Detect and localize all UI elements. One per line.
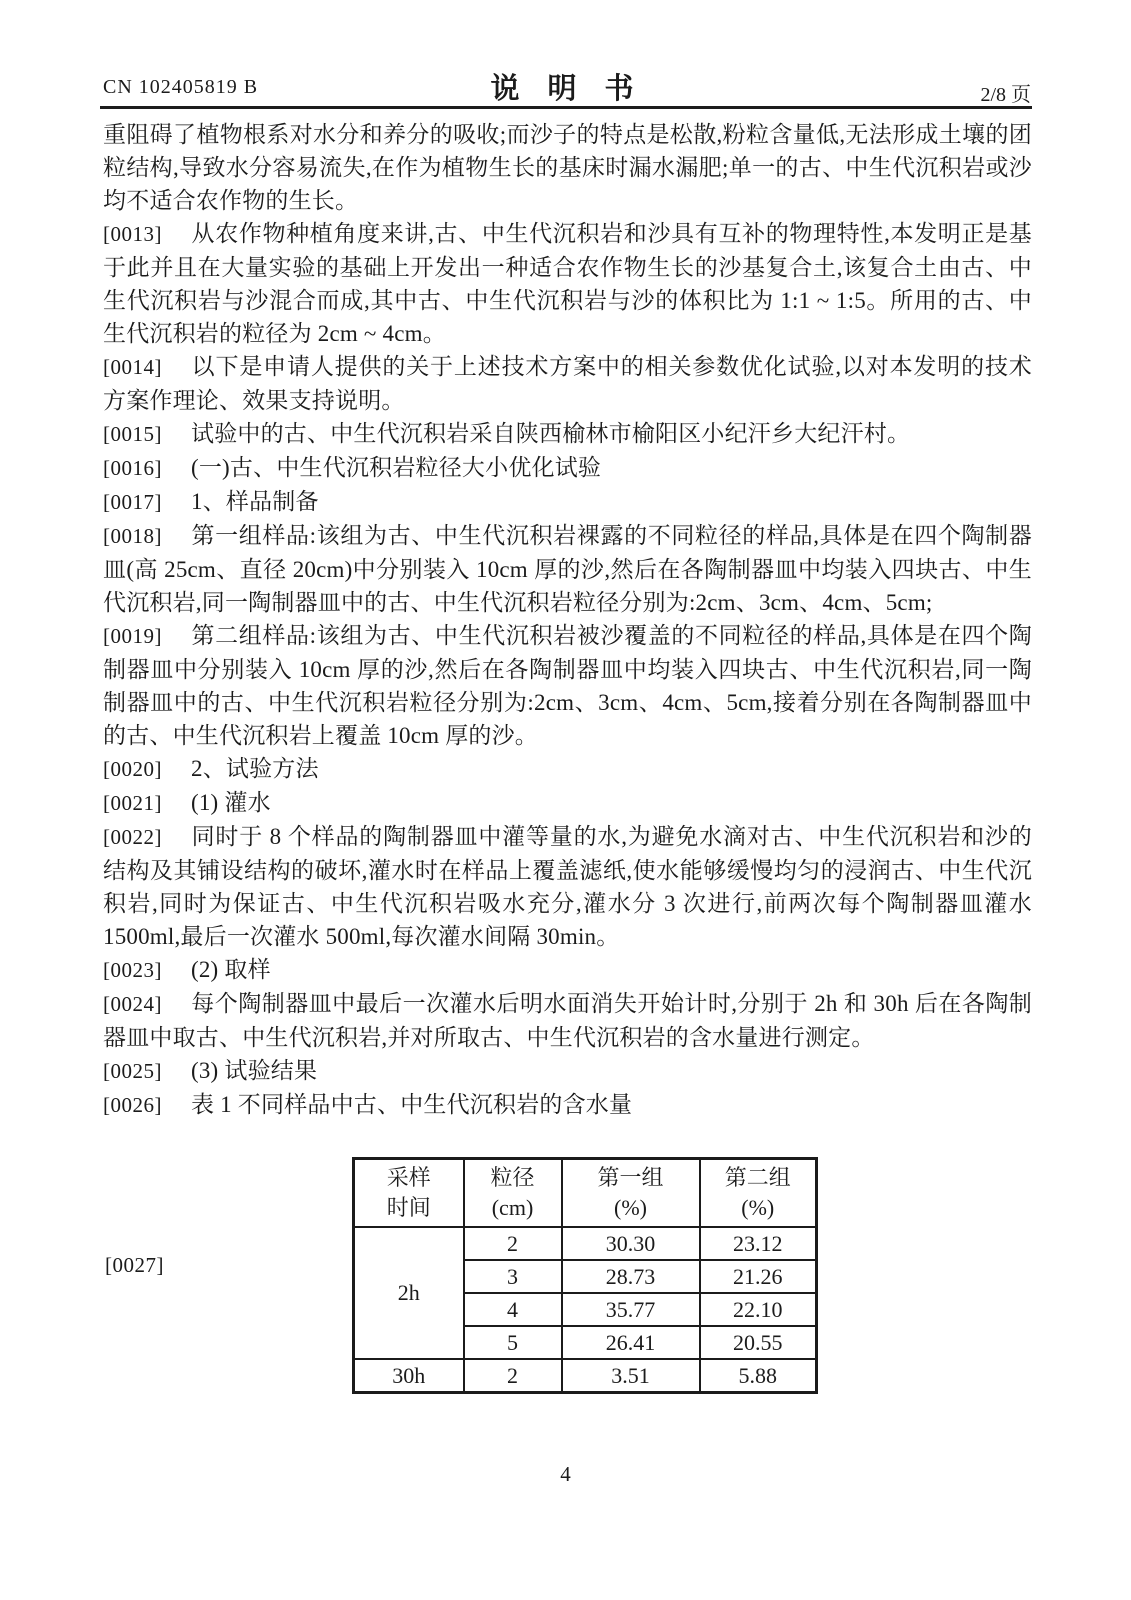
paragraph-text: (1) 灌水	[191, 790, 271, 815]
page-number: 4	[560, 1462, 571, 1486]
paragraph-text: 从农作物种植角度来讲,古、中生代沉积岩和沙具有互补的物理特性,本发明正是基于此并且在大量实验的基础上开发出一种适合农作物生长的沙基复合土,该复合土由古、中生代沉积岩与沙混合而成,其中古、中生代沉积岩与沙的体积比为 1:1 ~ 1:5。所用的古、中生代沉积岩的粒径为 2cm ~ 4cm。	[103, 221, 1032, 346]
paragraph-text: 试验中的古、中生代沉积岩采自陕西榆林市榆阳区小纪汗乡大纪汗村。	[191, 421, 911, 446]
paragraph-number: [0026]	[103, 1093, 162, 1117]
cell-particle-size: 4	[464, 1293, 562, 1326]
paragraph-number: [0022]	[103, 825, 162, 849]
paragraph	[103, 619, 1032, 752]
paragraph-text: 以下是申请人提供的关于上述技术方案中的相关参数优化试验,以对本发明的技术方案作理论、效果支持说明。	[103, 354, 1032, 413]
cell-group2-value: 5.88	[700, 1359, 817, 1393]
specification-body	[103, 118, 1032, 1387]
page-indicator: 2/8 页	[980, 84, 1031, 106]
paragraph-number: [0015]	[103, 422, 162, 446]
paragraph-number: [0020]	[103, 757, 162, 781]
cell-group2-value: 21.26	[700, 1260, 817, 1293]
column-header-sampling-time: 采样 时间	[354, 1159, 464, 1228]
paragraph-text: 第二组样品:该组为古、中生代沉积岩被沙覆盖的不同粒径的样品,具体是在四个陶制器皿中分别装入 10cm 厚的沙,然后在各陶制器皿中均装入四块古、中生代沉积岩,同一陶制器皿中的古、中生代沉积岩粒径分别为:2cm、3cm、4cm、5cm,接着分别在各陶制器皿中的古、中生代沉积岩上覆盖 10cm 厚的沙。	[103, 623, 1032, 748]
paragraph	[103, 953, 1032, 987]
cell-particle-size: 5	[464, 1326, 562, 1359]
table-section	[103, 1157, 1032, 1387]
paragraph-number: [0023]	[103, 958, 162, 982]
paragraph-text: (一)古、中生代沉积岩粒径大小优化试验	[191, 455, 602, 480]
table-header-row	[354, 1159, 817, 1228]
cell-group2-value: 23.12	[700, 1227, 817, 1260]
paragraph	[103, 1054, 1032, 1088]
paragraph-text: 表 1 不同样品中古、中生代沉积岩的含水量	[191, 1092, 633, 1117]
cell-sampling-time: 30h	[354, 1359, 464, 1393]
page-header	[103, 66, 1031, 104]
paragraph-text: 每个陶制器皿中最后一次灌水后明水面消失开始计时,分别于 2h 和 30h 后在各陶制器皿中取古、中生代沉积岩,并对所取古、中生代沉积岩的含水量进行测定。	[103, 991, 1032, 1050]
cell-sampling-time: 2h	[354, 1227, 464, 1359]
column-header-group2: 第二组 (%)	[700, 1159, 817, 1228]
paragraph-text: 2、试验方法	[191, 756, 319, 781]
cell-group2-value: 22.10	[700, 1293, 817, 1326]
cell-group1-value: 28.73	[562, 1260, 700, 1293]
paragraph-text: 重阻碍了植物根系对水分和养分的吸收;而沙子的特点是松散,粉粒含量低,无法形成土壤的团粒结构,导致水分容易流失,在作为植物生长的基床时漏水漏肥;单一的古、中生代沉积岩或沙均不适合农作物的生长。	[103, 122, 1032, 213]
paragraph-text: (3) 试验结果	[191, 1058, 318, 1083]
paragraph	[103, 118, 1032, 217]
cell-particle-size: 3	[464, 1260, 562, 1293]
cell-group1-value: 3.51	[562, 1359, 700, 1393]
document-number: CN 102405819 B	[103, 76, 259, 98]
paragraph-text: (2) 取样	[191, 957, 271, 982]
cell-particle-size: 2	[464, 1359, 562, 1393]
cell-group1-value: 30.30	[562, 1227, 700, 1260]
column-header-particle-size: 粒径 (cm)	[464, 1159, 562, 1228]
cell-group1-value: 35.77	[562, 1293, 700, 1326]
paragraph	[103, 786, 1032, 820]
table-row	[354, 1227, 817, 1260]
cell-group1-value: 26.41	[562, 1326, 700, 1359]
paragraph-text: 同时于 8 个样品的陶制器皿中灌等量的水,为避免水滴对古、中生代沉积岩和沙的结构及其铺设结构的破坏,灌水时在样品上覆盖滤纸,使水能够缓慢均匀的浸润古、中生代沉积岩,同时为保证古、中生代沉积岩吸水充分,灌水分 3 次进行,前两次每个陶制器皿灌水 1500ml,最后一次灌水 500ml,每次灌水间隔 30min。	[103, 824, 1032, 949]
paragraph	[103, 217, 1032, 350]
header-divider	[100, 106, 1032, 109]
paragraph-number: [0013]	[103, 222, 162, 246]
water-content-table	[352, 1157, 818, 1394]
paragraph-number: [0021]	[103, 791, 162, 815]
paragraph-number: [0018]	[103, 524, 162, 548]
paragraph-number: [0016]	[103, 456, 162, 480]
paragraph	[103, 485, 1032, 519]
paragraph	[103, 417, 1032, 451]
paragraph	[103, 1088, 1032, 1122]
cell-group2-value: 20.55	[700, 1326, 817, 1359]
document-title: 说 明 书	[490, 73, 644, 105]
paragraph-number: [0019]	[103, 624, 162, 648]
paragraph	[103, 820, 1032, 953]
paragraph-number: [0017]	[103, 490, 162, 514]
paragraph-number: [0014]	[103, 355, 162, 379]
column-header-group1: 第一组 (%)	[562, 1159, 700, 1228]
paragraph	[103, 752, 1032, 786]
paragraph-text: 第一组样品:该组为古、中生代沉积岩裸露的不同粒径的样品,具体是在四个陶制器皿(高 25cm、直径 20cm)中分别装入 10cm 厚的沙,然后在各陶制器皿中均装入四块古、中生代沉积岩,同一陶制器皿中的古、中生代沉积岩粒径分别为:2cm、3cm、4cm、5cm;	[103, 523, 1032, 615]
paragraph-number: [0027]	[105, 1253, 164, 1277]
paragraph	[103, 519, 1032, 619]
page-footer	[0, 1462, 1131, 1487]
paragraph	[103, 451, 1032, 485]
paragraph	[103, 987, 1032, 1054]
cell-particle-size: 2	[464, 1227, 562, 1260]
paragraph	[103, 350, 1032, 417]
paragraph-number: [0025]	[103, 1059, 162, 1083]
paragraph-text: 1、样品制备	[191, 489, 319, 514]
table-row	[354, 1359, 817, 1393]
paragraph-number: [0024]	[103, 992, 162, 1016]
